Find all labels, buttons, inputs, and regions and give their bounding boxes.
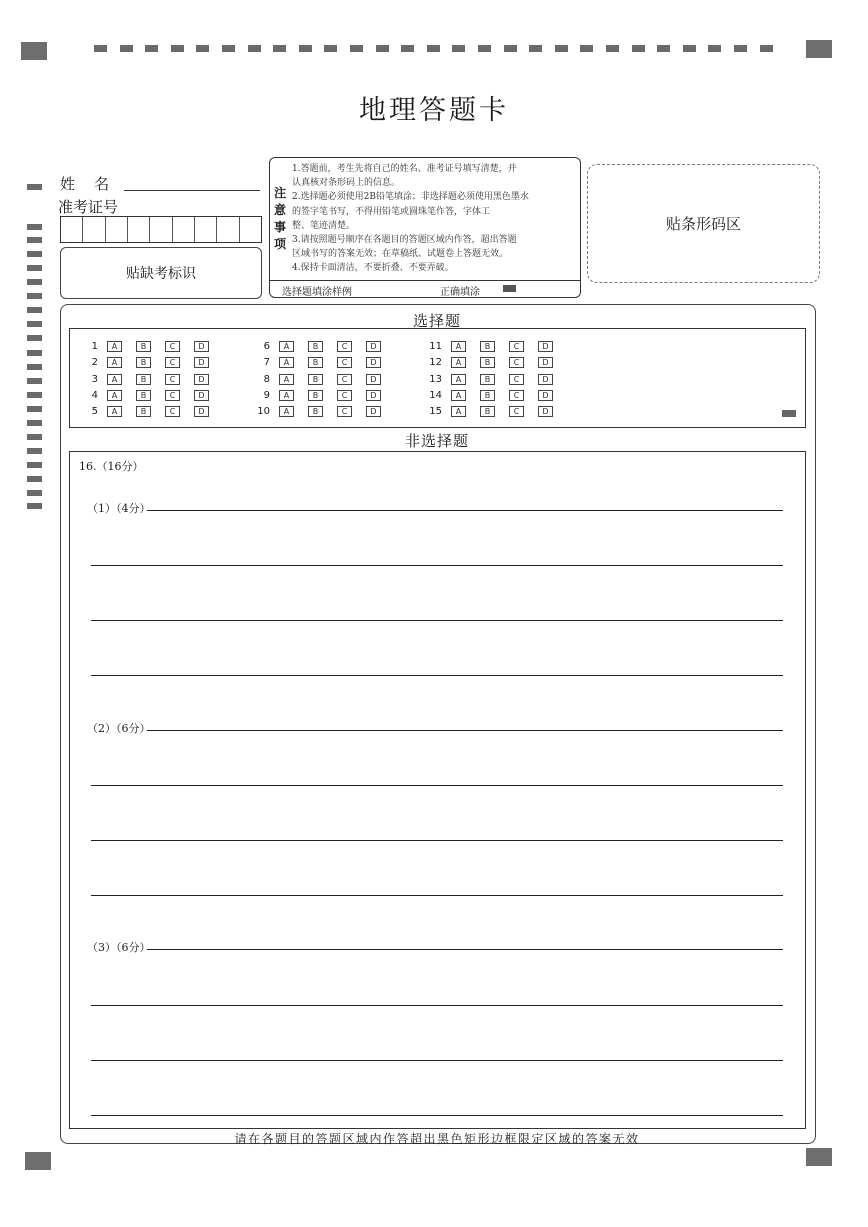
part-3-label: （3）（6分）: [87, 941, 151, 954]
mc-option-a-bubble[interactable]: A: [107, 357, 122, 368]
mc-question-7: [252, 356, 395, 369]
mc-option-a-bubble[interactable]: A: [279, 374, 294, 385]
mc-heading: 选择题: [412, 312, 461, 330]
mc-option-c-bubble[interactable]: C: [509, 341, 524, 352]
part-1-label: （1）（4分）: [87, 502, 151, 515]
mc-option-c-bubble[interactable]: C: [337, 357, 352, 368]
mc-option-a-bubble[interactable]: A: [451, 357, 466, 368]
timing-mark: [376, 45, 389, 52]
mc-question-2: [80, 356, 223, 369]
mc-question-number: 8: [263, 374, 270, 385]
timing-mark: [452, 45, 465, 52]
mc-question-number: 11: [429, 341, 442, 352]
mc-option-a-bubble[interactable]: A: [451, 390, 466, 401]
mc-question-14: [424, 389, 567, 402]
timing-mark: [27, 224, 42, 230]
corner-mark-top-right: [806, 40, 832, 58]
mc-option-c-bubble[interactable]: C: [509, 390, 524, 401]
mc-question-15: [424, 405, 567, 418]
barcode-area[interactable]: [587, 164, 820, 283]
notice-line: 3.请按照题号顺序在各题目的答题区域内作答，超出答题: [292, 235, 517, 246]
mc-option-b-bubble[interactable]: B: [136, 341, 151, 352]
mc-option-d-bubble[interactable]: D: [194, 390, 209, 401]
timing-mark: [171, 45, 184, 52]
page-title: 地理答题卡: [359, 95, 509, 126]
mc-corner-mark: [782, 410, 796, 417]
mc-option-c-bubble[interactable]: C: [165, 406, 180, 417]
missing-exam-label: 贴缺考标识: [126, 266, 196, 282]
timing-mark: [145, 45, 158, 52]
timing-mark: [27, 335, 42, 341]
timing-mark: [27, 237, 42, 243]
mc-option-a-bubble[interactable]: A: [107, 390, 122, 401]
mc-option-c-bubble[interactable]: C: [337, 406, 352, 417]
mc-question-4: [80, 389, 223, 402]
mc-option-b-bubble[interactable]: B: [480, 390, 495, 401]
question-16-label: 16.（16分）: [79, 460, 144, 473]
mc-question-1: [80, 340, 223, 353]
timing-mark: [27, 420, 42, 426]
mc-question-12: [424, 356, 567, 369]
mc-question-number: 15: [429, 406, 442, 417]
mc-option-a-bubble[interactable]: A: [279, 406, 294, 417]
mc-option-a-bubble[interactable]: A: [107, 406, 122, 417]
mc-option-d-bubble[interactable]: D: [194, 374, 209, 385]
answer-line[interactable]: [91, 1005, 783, 1006]
timing-mark: [580, 45, 593, 52]
mc-option-b-bubble[interactable]: B: [308, 374, 323, 385]
answer-line[interactable]: [147, 510, 783, 511]
answer-line[interactable]: [91, 840, 783, 841]
mc-question-3: [80, 373, 223, 386]
notice-text: [292, 162, 576, 276]
timing-mark: [401, 45, 414, 52]
mc-option-a-bubble[interactable]: A: [279, 390, 294, 401]
mc-option-a-bubble[interactable]: A: [107, 341, 122, 352]
mc-option-d-bubble[interactable]: D: [194, 357, 209, 368]
notice-line: 整、笔迹清楚。: [292, 220, 356, 231]
mc-option-d-bubble[interactable]: D: [366, 374, 381, 385]
notice-box: [269, 157, 581, 298]
filled-bubble-sample: [503, 285, 516, 292]
notice-line: 1.答题前，考生先将自己的姓名、准考证号填写清楚，并: [292, 164, 517, 174]
timing-mark: [27, 350, 42, 356]
mc-option-d-bubble[interactable]: D: [194, 341, 209, 352]
timing-mark: [27, 406, 42, 412]
mc-option-a-bubble[interactable]: A: [451, 374, 466, 385]
timing-mark: [27, 392, 42, 398]
timing-mark: [683, 45, 696, 52]
mc-option-b-bubble[interactable]: B: [480, 357, 495, 368]
mc-option-b-bubble[interactable]: B: [308, 406, 323, 417]
timing-mark: [734, 45, 747, 52]
timing-mark: [760, 45, 773, 52]
timing-mark: [27, 448, 42, 454]
timing-mark: [222, 45, 235, 52]
id-label: 准考证号: [58, 198, 119, 216]
mc-option-d-bubble[interactable]: D: [538, 341, 553, 352]
mc-option-d-bubble[interactable]: D: [538, 357, 553, 368]
timing-mark: [120, 45, 133, 52]
mc-option-b-bubble[interactable]: B: [480, 341, 495, 352]
mc-option-d-bubble[interactable]: D: [366, 390, 381, 401]
mc-option-b-bubble[interactable]: B: [308, 357, 323, 368]
notice-line: 4.保持卡面清洁，不要折叠、不要弄破。: [292, 263, 454, 274]
corner-mark-bottom-right: [806, 1148, 832, 1166]
notice-line: 的签字笔书写，不得用铅笔或圆珠笔作答，字体工: [292, 206, 491, 217]
mc-question-number: 7: [263, 357, 270, 368]
notice-line: 2.选择题必须使用2B铅笔填涂；非选择题必须使用黑色墨水: [292, 192, 529, 203]
fill-sample-label: 选择题填涂样例: [282, 287, 352, 298]
answer-line[interactable]: [91, 620, 783, 621]
mc-question-8: [252, 373, 395, 386]
mc-question-6: [252, 340, 395, 353]
mc-question-10: [252, 405, 395, 418]
mc-option-b-bubble[interactable]: B: [136, 374, 151, 385]
mc-option-c-bubble[interactable]: C: [165, 390, 180, 401]
mc-option-b-bubble[interactable]: B: [136, 357, 151, 368]
timing-mark: [196, 45, 209, 52]
timing-mark: [27, 279, 42, 285]
mc-option-d-bubble[interactable]: D: [538, 406, 553, 417]
timing-mark: [27, 476, 42, 482]
mc-option-c-bubble[interactable]: C: [509, 357, 524, 368]
mc-question-number: 9: [263, 390, 270, 401]
mc-option-a-bubble[interactable]: A: [279, 357, 294, 368]
mc-option-c-bubble[interactable]: C: [165, 357, 180, 368]
mc-option-b-bubble[interactable]: B: [480, 374, 495, 385]
timing-mark: [555, 45, 568, 52]
timing-mark: [27, 184, 42, 190]
timing-mark: [27, 265, 42, 271]
timing-mark: [478, 45, 491, 52]
mc-option-b-bubble[interactable]: B: [136, 406, 151, 417]
answer-line[interactable]: [91, 895, 783, 896]
mc-question-number: 1: [91, 341, 98, 352]
correct-fill-label: 正确填涂: [440, 287, 480, 298]
mc-option-d-bubble[interactable]: D: [538, 374, 553, 385]
mc-option-a-bubble[interactable]: A: [451, 406, 466, 417]
mc-question-number: 4: [91, 390, 98, 401]
mc-option-d-bubble[interactable]: D: [366, 341, 381, 352]
timing-mark: [27, 307, 42, 313]
id-number-boxes[interactable]: [60, 216, 262, 243]
mc-question-number: 10: [257, 406, 270, 417]
mc-question-11: [424, 340, 567, 353]
mc-question-number: 13: [429, 374, 442, 385]
mc-option-c-bubble[interactable]: C: [337, 390, 352, 401]
timing-mark: [273, 45, 286, 52]
mc-option-c-bubble[interactable]: C: [337, 341, 352, 352]
mc-question-number: 14: [429, 390, 442, 401]
timing-mark: [248, 45, 261, 52]
timing-mark: [606, 45, 619, 52]
mc-option-d-bubble[interactable]: D: [538, 390, 553, 401]
free-heading: 非选择题: [404, 432, 469, 450]
mc-question-number: 2: [91, 357, 98, 368]
mc-question-number: 6: [263, 341, 270, 352]
timing-mark: [27, 293, 42, 299]
free-answer-box: [69, 451, 806, 1129]
timing-mark: [299, 45, 312, 52]
mc-option-c-bubble[interactable]: C: [165, 374, 180, 385]
fill-sample-row: [270, 280, 580, 298]
mc-option-b-bubble[interactable]: B: [308, 390, 323, 401]
timing-mark: [529, 45, 542, 52]
timing-mark: [657, 45, 670, 52]
answer-line[interactable]: [91, 1115, 783, 1116]
mc-question-number: 5: [91, 406, 98, 417]
timing-mark: [27, 251, 42, 257]
timing-mark: [27, 434, 42, 440]
part-2-label: （2）（6分）: [87, 722, 151, 735]
mc-option-a-bubble[interactable]: A: [451, 341, 466, 352]
timing-mark: [632, 45, 645, 52]
timing-mark: [324, 45, 337, 52]
name-label: 姓 名: [60, 175, 110, 193]
timing-mark: [27, 503, 42, 509]
name-field[interactable]: [124, 190, 260, 191]
timing-mark: [27, 462, 42, 468]
missing-exam-sticker-area[interactable]: [60, 247, 262, 299]
timing-mark: [27, 490, 42, 496]
mc-option-c-bubble[interactable]: C: [509, 374, 524, 385]
timing-mark: [504, 45, 517, 52]
footer-warning: 请在各题目的答题区域内作答超出黑色矩形边框限定区域的答案无效: [234, 1132, 640, 1146]
mc-question-number: 3: [91, 374, 98, 385]
mc-option-d-bubble[interactable]: D: [366, 406, 381, 417]
timing-mark: [350, 45, 363, 52]
timing-mark: [708, 45, 721, 52]
notice-line: 认真核对条形码上的信息。: [292, 178, 401, 189]
mc-option-b-bubble[interactable]: B: [308, 341, 323, 352]
answer-line[interactable]: [91, 675, 783, 676]
timing-mark: [27, 321, 42, 327]
mc-option-c-bubble[interactable]: C: [337, 374, 352, 385]
timing-mark: [27, 364, 42, 370]
mc-option-b-bubble[interactable]: B: [136, 390, 151, 401]
mc-question-5: [80, 405, 223, 418]
mc-question-number: 12: [429, 357, 442, 368]
notice-heading: 注 意 事 项: [273, 186, 286, 251]
mc-option-c-bubble[interactable]: C: [165, 341, 180, 352]
mc-option-a-bubble[interactable]: A: [107, 374, 122, 385]
mc-option-a-bubble[interactable]: A: [279, 341, 294, 352]
barcode-label: 贴条形码区: [665, 215, 741, 233]
mc-option-c-bubble[interactable]: C: [509, 406, 524, 417]
mc-option-d-bubble[interactable]: D: [194, 406, 209, 417]
corner-mark-top-left: [21, 42, 47, 60]
answer-line[interactable]: [91, 565, 783, 566]
answer-line[interactable]: [147, 730, 783, 731]
corner-mark-bottom-left: [25, 1152, 51, 1170]
mc-option-b-bubble[interactable]: B: [480, 406, 495, 417]
mc-option-d-bubble[interactable]: D: [366, 357, 381, 368]
timing-mark: [427, 45, 440, 52]
answer-line[interactable]: [91, 1060, 783, 1061]
timing-mark: [94, 45, 107, 52]
notice-line: 区域书写的答案无效；在草稿纸、试题卷上答题无效。: [292, 249, 509, 260]
answer-line[interactable]: [91, 785, 783, 786]
timing-mark: [27, 378, 42, 384]
mc-question-13: [424, 373, 567, 386]
mc-question-9: [252, 389, 395, 402]
answer-line[interactable]: [147, 949, 783, 950]
